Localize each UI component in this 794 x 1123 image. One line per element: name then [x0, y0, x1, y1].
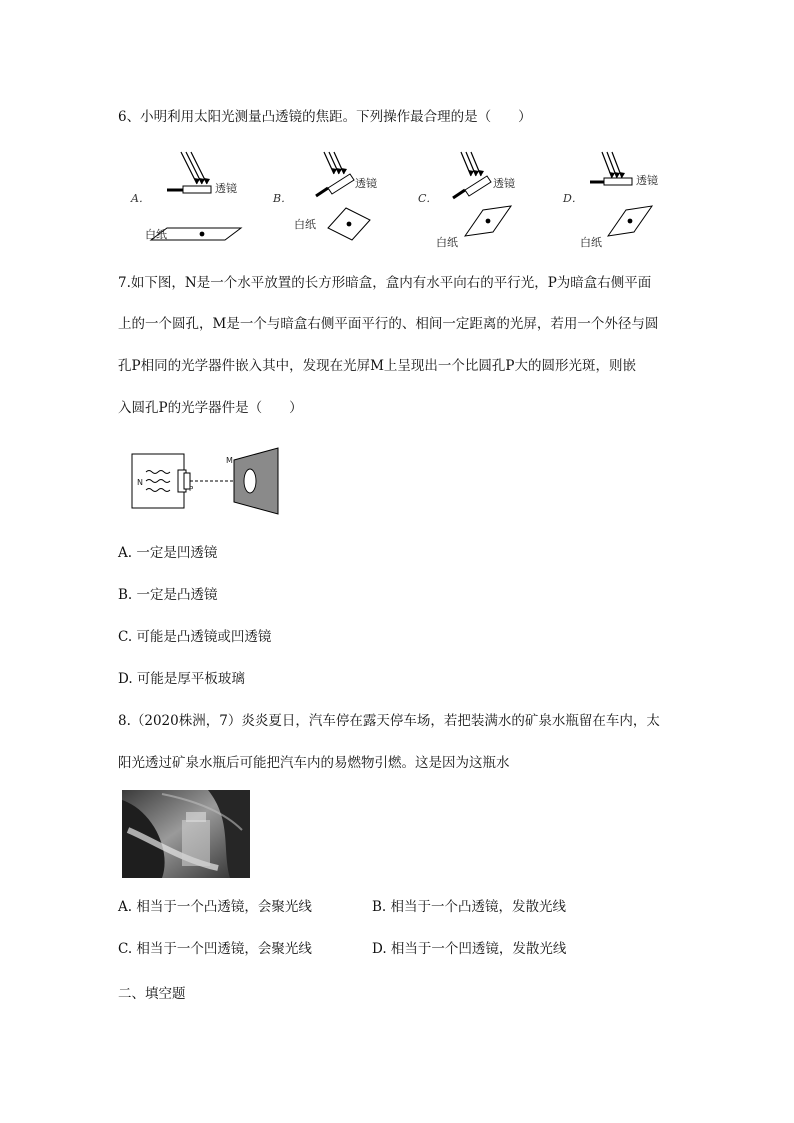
q6-option-b-lens-label: 透镜: [355, 177, 377, 190]
q7-screen-label: M: [226, 456, 233, 465]
q7-stem-line-2: 上的一个圆孔，M是一个与暗盒右侧平面平行的、相间一定距离的光屏，若用一个外径与圆: [118, 316, 659, 332]
q6-option-d-paper-label: 白纸: [580, 236, 602, 249]
q7-option-d: D. 可能是厚平板玻璃: [118, 671, 245, 687]
q8-stem-line-1: 8.（2020株洲，7）炎炎夏日，汽车停在露天停车场，若把装满水的矿泉水瓶留在车内，太: [118, 713, 660, 729]
q6-option-a-lens-label: 透镜: [215, 182, 237, 195]
q8-option-a: A. 相当于一个凸透镜，会聚光线: [118, 899, 312, 915]
q8-option-d: D. 相当于一个凹透镜，发散光线: [372, 941, 567, 957]
q7-stem-line-1: 7.如下图，N是一个水平放置的长方形暗盒，盒内有水平向右的平行光，P为暗盒右侧平面: [118, 275, 652, 291]
q6-option-d-diagram: [580, 148, 680, 248]
q6-option-b-letter: B．: [273, 192, 293, 205]
q6-option-b-paper-label: 白纸: [294, 218, 316, 231]
q8-photo: [122, 790, 250, 878]
q6-option-d-letter: D．: [563, 192, 583, 205]
q7-option-b: B. 一定是凸透镜: [118, 587, 218, 603]
q7-light-spot: [244, 469, 256, 493]
q6-option-c-diagram: [435, 148, 535, 248]
q6-option-a-letter: A．: [131, 192, 150, 205]
q7-option-c: C. 可能是凸透镜或凹透镜: [118, 629, 272, 645]
q7-option-a: A. 一定是凹透镜: [118, 545, 218, 561]
section-2-title: 二、填空题: [118, 986, 186, 1002]
q7-figure: [128, 446, 288, 516]
q8-option-b: B. 相当于一个凸透镜，发散光线: [372, 899, 567, 915]
q7-stem-line-3: 孔P相同的光学器件嵌入其中，发现在光屏M上呈现出一个比圆孔P大的圆形光斑，则嵌: [118, 358, 636, 374]
q8-option-c: C. 相当于一个凹透镜，会聚光线: [118, 941, 312, 957]
q6-option-b-diagram: [290, 148, 390, 248]
q6-option-c-paper-label: 白纸: [436, 236, 458, 249]
q7-stem-line-4: 入圆孔P的光学器件是（ ）: [118, 400, 303, 416]
q7-box-label: N: [137, 478, 143, 487]
q6-option-d-lens-label: 透镜: [636, 174, 658, 187]
q6-option-c-lens-label: 透镜: [493, 177, 515, 190]
q7-hole-label: P: [189, 485, 194, 493]
q6-option-c-letter: C．: [418, 192, 438, 205]
q6-option-a-paper-label: 白纸: [145, 228, 167, 241]
q8-stem-line-2: 阳光透过矿泉水瓶后可能把汽车内的易燃物引燃。这是因为这瓶水: [118, 755, 510, 771]
q6-stem: 6、小明利用太阳光测量凸透镜的焦距。下列操作最合理的是（ ）: [118, 109, 532, 125]
